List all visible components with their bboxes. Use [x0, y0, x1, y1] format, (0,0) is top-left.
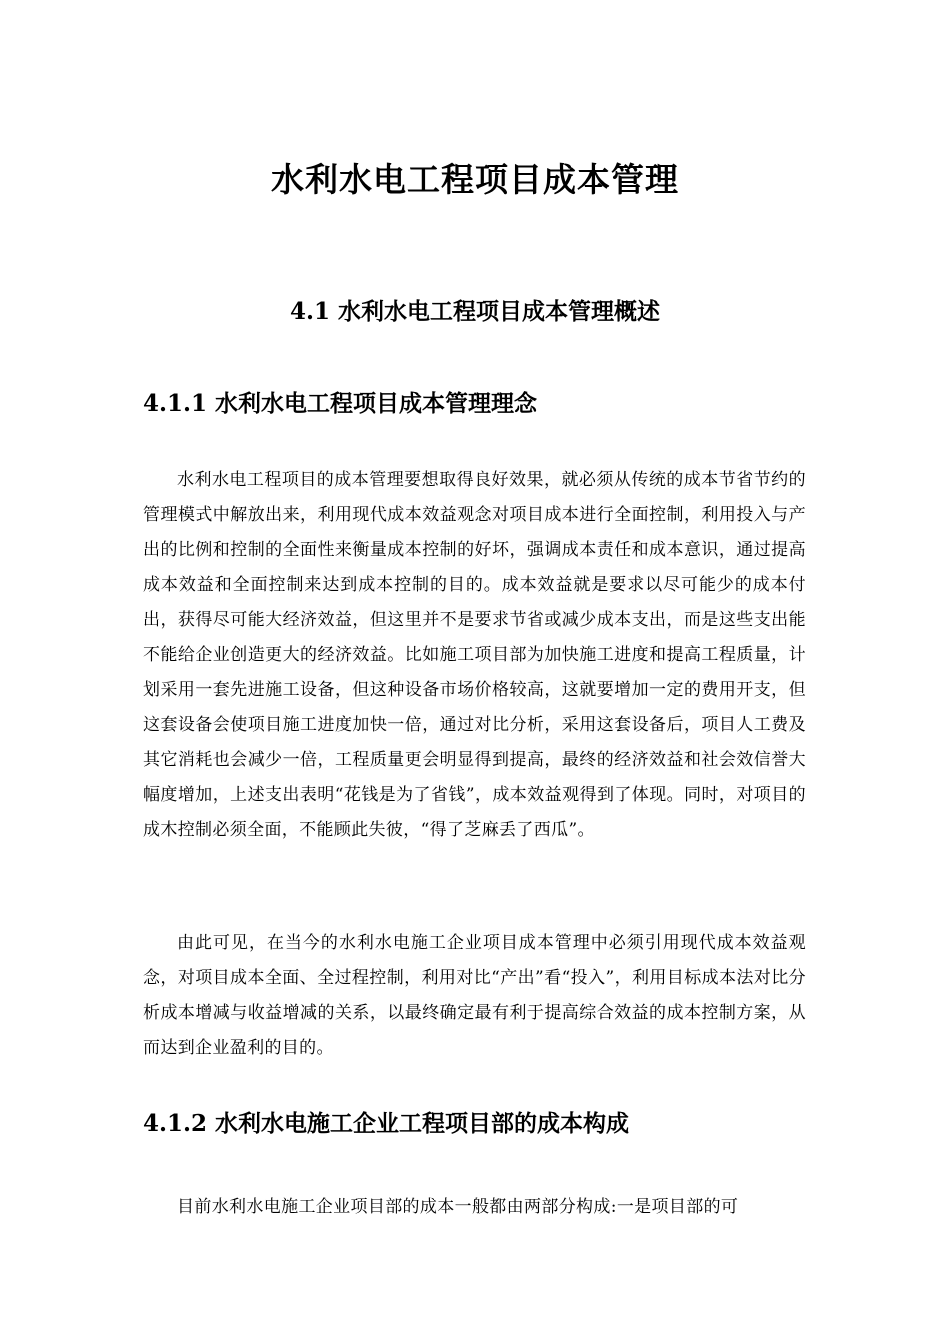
subsection-heading-2: 4.1.2 水利水电施工企业工程项目部的成本构成 [143, 1110, 630, 1137]
document-title: 水利水电工程项目成本管理 [271, 160, 679, 199]
subsection-heading-1: 4.1.1 水利水电工程项目成本管理理念 [143, 390, 538, 417]
paragraph-conclusion: 由此可见，在当今的水利水电施工企业项目成本管理中必须引用现代成本效益观念，对项目成本全面、全过程控制，利用对比“产出”看“投入”，利用目标成本法对比分析成本增减与收益增减的关系，以最终确定最有利于提高综合效益的成本控制方案，从而达到企业盈利的目的。 [143, 933, 806, 1058]
paragraph-cost-structure: 目前水利水电施工企业项目部的成本一般都由两部分构成:一是项目部的可 [177, 1197, 739, 1217]
section-heading: 4.1 水利水电工程项目成本管理概述 [289, 298, 661, 325]
paragraph-cost-management-concept: 水利水电工程项目的成本管理要想取得良好效果，就必须从传统的成本节省节约的管理模式中解放出来，利用现代成本效益观念对项目成本进行全面控制，利用投入与产出的比例和控制的全面性来衡量成本控制的好坏，强调成本责任和成本意识，通过提高成本效益和全面控制来达到成本控制的目的。成本效益就是要求以尽可能少的成本付出，获得尽可能大经济效益，但这里并不是要求节省或减少成本支出，而是这些支出能不能给企业创造更大的经济效益。比如施工项目部为加快施工进度和提高工程质量，计划采用一套先进施工设备，但这种设备市场价格较高，这就要增加一定的费用开支，但这套设备会使项目施工进度加快一倍，通过对比分析，采用这套设备后，项目人工费及其它消耗也会减少一倍，工程质量更会明显得到提高，最终的经济效益和社会效信誉大幅度增加，上述支出表明“花钱是为了省钱”，成本效益观得到了体现。同时，对项目的成木控制必须全面，不能顾此失彼，“得了芝麻丢了西瓜”。 [143, 470, 806, 840]
